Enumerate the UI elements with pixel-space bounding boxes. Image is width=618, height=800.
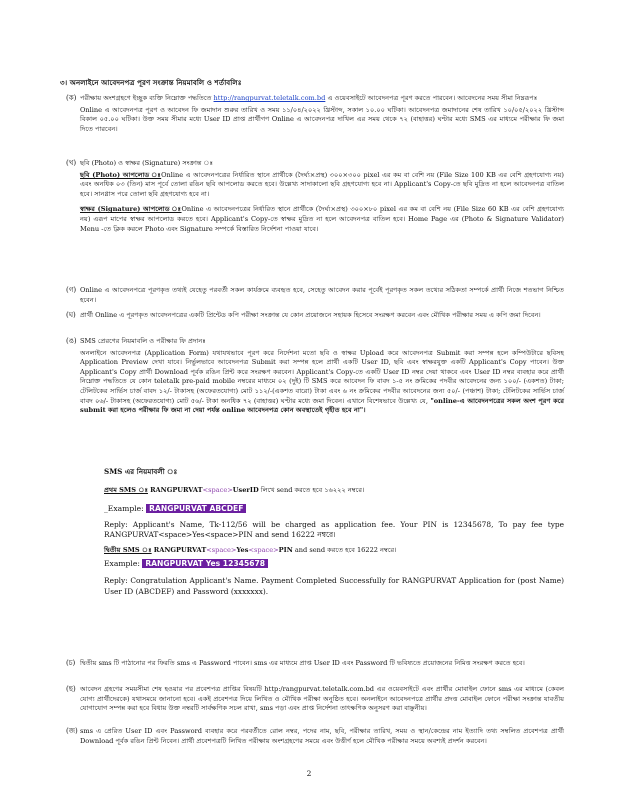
- reply-2: Reply: Congratulation Applicant's Name. Payment Completed Successfully for RANGPURVAT Application for (post Name) User ID (ABCDEF) and Password (xxxxxxx).: [104, 576, 564, 596]
- item-ja-text: sms এ প্রেরিত User ID এবং Password ব্যবহার করে পরবর্তীতে রোল নম্বর, পদের নাম, ছবি, পরীক্ষার তারিখ, সময় ও স্থান/কেন্দ্রের নাম ইত্যাদি তথ্য সম্বলিত প্রবেশপত্র প্রার্থী Download পূর্বক রঙিন প্রিন্ট নিবেন। প্রার্থী প্রবেশপত্রটি লিখিত পরীক্ষায় অংশগ্রহণের সময়ে এবং উত্তীর্ণ হলে মৌখিক পরীক্ষার সময়ে অবশ্যই প্রদর্শন করবেন।: [80, 727, 564, 745]
- item-marker: (ঘ): [66, 311, 76, 319]
- item-gha: [66, 311, 564, 321]
- photo-upload-label: ছবি (Photo) আপলোড ঃ: [80, 170, 162, 179]
- example-1: _Example: RANGPURVAT ABCDEF: [104, 504, 564, 514]
- example-2: Example: RANGPURVAT Yes 12345678: [104, 559, 564, 569]
- first-sms-label: প্রথম SMS ঃ: [104, 485, 148, 494]
- example-2-highlight: RANGPURVAT Yes 12345678: [142, 559, 268, 568]
- important-note: "online-এ আবেদনপত্রের সকল অংশ পূরণ করে submit করা হলেও পরীক্ষার ফি জমা না দেয়া পর্যন্ত online আবেদনপত্র কোন অবস্থাতেই গৃহীত হবে না"।: [80, 396, 564, 415]
- item-ja: [66, 727, 564, 746]
- item-ka-p2: Online এ আবেদনপত্র পূরণ ও আবেদন ফি জমাদান শুরুর তারিখ ও সময় ১১/০৪/২০২২ খ্রিস্টাব্দ, সকাল ১০.০০ ঘটিকা। আবেদনপত্র জমাদানের শেষ তারিখ ১০/০৫/২০২২ খ্রিস্টাব্দ বিকাল ০৫.০০ ঘটিকা। উক্ত সময় সীমার মধ্যে User ID প্রাপ্ত প্রার্থীগণ Online এ আবেদনপত্র দাখিল এর সময় থেকে ৭২ (বাহাত্তর) ঘণ্টার মধ্যে SMS এর মাধ্যমে পরীক্ষার ফি জমা দিতে পারবেন।: [80, 105, 564, 133]
- item-gha-text: প্রার্থী Online এ পূরণকৃত আবেদনপত্রের একটি প্রিন্টেড কপি পরীক্ষা সংক্রান্ত যে কোন প্রয়োজনে সহায়ক হিসেবে সংরক্ষণ করবেন এবং মৌখিক পরীক্ষার সময় এ কপি জমা দিবেন।: [80, 311, 541, 319]
- reply-1: Reply: Applicant's Name, Tk-112/56 will be charged as application fee. Your PIN is 12345678, To pay fee type RANGPURVAT<space>Yes<space>PIN and send 16222 নম্বরে।: [104, 519, 564, 539]
- sms-title: SMS এর নিয়মাবলী ঃ: [104, 467, 178, 476]
- item-kha-signature: স্বাক্ষর (Signature) আপলোড ঃOnline এ আবেদনপত্রের নির্ধারিত স্থানে প্রার্থীকে (দৈর্ঘ্য×প্রস্থ) ৩০০×৮০ pixel এর কম বা বেশি নয় (File Size 60 KB এর বেশি গ্রহণযোগ্য নয়) এরূপ মাপের স্বাক্ষর আপলোড করতে হবে। Applicant's Copy-তে স্বাক্ষর মুদ্রিত না হলে আবেদনপত্র বাতিল হবে। Home Page এর (Photo & Signature Validator) Menu -তে ক্লিক করলে Photo এবং Signature সম্পর্কে বিস্তারিত নির্দেশনা পাওয়া যাবে।: [80, 205, 564, 233]
- second-sms-line: দ্বিতীয় SMS ঃ RANGPURVAT<space>Yes<space>PIN and send করতে হবে 16222 নম্বরে।: [104, 546, 397, 555]
- item-cha-text: দ্বিতীয় sms টি পাঠানোর পর ফিরতি sms এ Password পাবেন। sms এর মাধ্যমে প্রাপ্ত User ID এবং Password টি ভবিষ্যতে প্রয়োজনের নিমিত্ত সংরক্ষণ করতে হবে।: [80, 659, 525, 667]
- item-umo-p2: অনলাইনে আবেদনপত্র (Application Form) যথাযথভাবে পূরণ করে নির্দেশনা মতো ছবি ও স্বাক্ষর Upload করে আবেদনপত্র Submit করা সম্পন্ন হলে কম্পিউটারে ছবিসহ Application Preview দেখা যাবে। নির্ভুলভাবে আবেদনপত্র Submit করা সম্পন্ন হলে প্রার্থী একটি User ID, ছবি এবং স্বাক্ষরযুক্ত একটি Applicant's Copy পাবেন। উক্ত Applicant's Copy প্রার্থী Download পূর্বক রঙিন প্রিন্ট করে সংরক্ষণ করবেন। Applicant's Copy-তে একটি User ID নম্বর দেয়া থাকবে এবং User ID নম্বর ব্যবহার করে প্রার্থী নিম্নোক্ত পদ্ধতিতে যে কোন teletalk pre-paid mobile নম্বরের মাধ্যমে ০২ (দুই) টি SMS করে আবেদন ফি বাবদ ১-৫ নং ক্রমিকের পদবীর আবেদনের জন্য ১০০/- (একশত) টাকা; টেলিটকের সার্ভিস চার্জ বাবদ ১২/- টাকাসহ (অফেরতযোগ্য) মোট ১১২/-(একশত বারো) টাকা এবং ৬ নং ক্রমিকের পদবীর আবেদনের জন্য ৫০/- (পঞ্চাশ) টাকা; টেলিটকের সার্ভিস চার্জ বাবদ ০৬/- টাকাসহ (অফেরতযোগ্য) মোট ৫৬/- টাকা অনধিক ৭২ (বাহাত্তর) ঘণ্টার মধ্যে জমা দিবেন। এখানে বিশেষভাবে উল্লেখ্য যে, "online-এ আবেদনপত্রের সকল অংশ পূরণ করে submit করা হলেও পরীক্ষার ফি জমা না দেয়া পর্যন্ত online আবেদনপত্র কোন অবস্থাতেই গৃহীত হবে না"।: [80, 348, 564, 415]
- item-marker: (ঙ): [66, 337, 77, 345]
- item-ga-text: Online এ আবেদনপত্রে পূরণকৃত তথ্যই যেহেতু পরবর্তী সকল কার্যক্রমে ব্যবহৃত হবে, সেহেতু আবেদন করার পূর্বেই পূরণকৃত সকল তথ্যের সঠিকতা সম্পর্কে প্রার্থী নিজে শতভাগ নিশ্চিত হবেন।: [80, 286, 564, 304]
- item-umo-p1: SMS প্রেরণের নিয়মাবলি ও পরীক্ষার ফি প্রদানঃ: [80, 337, 206, 345]
- item-marker: (ছ): [66, 685, 76, 693]
- item-marker: (চ): [66, 659, 76, 667]
- page-number: 2: [306, 769, 312, 778]
- item-marker: (খ): [66, 159, 77, 167]
- signature-upload-label: স্বাক্ষর (Signature) আপলোড ঃ: [80, 205, 182, 214]
- item-umo: [66, 337, 564, 416]
- item-marker: (ক): [66, 94, 77, 102]
- example-1-highlight: RANGPURVAT ABCDEF: [146, 504, 246, 513]
- item-ga: [66, 286, 564, 305]
- website-link[interactable]: http://rangpurvat.teletalk.com.bd: [213, 94, 326, 102]
- item-chha: [66, 685, 564, 714]
- section-heading: ৩। অনলাইনে আবেদনপত্র পূরণ সংক্রান্ত নিয়মাবলি ও শর্তাবলিঃ: [60, 78, 242, 87]
- item-chha-text: আবেদন গ্রহণের সময়সীমা শেষ হওয়ার পর প্রবেশপত্র প্রাপ্তির বিষয়টি http:/rangpurvat.teletalk.com.bd এর ওয়েবসাইটে এবং প্রার্থীর মোবাইল ফোনে sms এর মাধ্যমে (কেবল যোগ্য প্রার্থীদেরকে) যথাসময়ে জানানো হবে। একই প্রবেশপত্র দিয়ে লিখিত ও মৌখিক পরীক্ষা অনুষ্ঠিত হবে। অনলাইনে আবেদনপত্রে প্রার্থীর প্রদত্ত মোবাইল ফোনে পরীক্ষা সংক্রান্ত যাবতীয় যোগাযোগ সম্পন্ন করা হবে বিধায় উক্ত নম্বরটি সার্বক্ষণিক সচল রাখা, sms পড়া এবং প্রাপ্ত নির্দেশনা তাৎক্ষণিক অনুসরণ করা বাঞ্ছনীয়।: [80, 685, 564, 713]
- first-sms-line: প্রথম SMS ঃ RANGPURVAT<space>UserID লিখে send করতে হবে ১৬২২২ নম্বরে।: [104, 485, 365, 494]
- second-sms-label: দ্বিতীয় SMS ঃ: [104, 546, 152, 555]
- item-kha: [66, 159, 564, 234]
- item-kha-photo: ছবি (Photo) আপলোড ঃOnline এ আবেদনপত্রের নির্ধারিত স্থানে প্রার্থীকে (দৈর্ঘ্য×প্রস্থ) ৩০০×৩০০ pixel এর কম বা বেশি নয় (File Size 100 KB এর বেশি গ্রহণযোগ্য নয়) এবং অনধিক ০৩ (তিন) মাস পূর্বে তোলা রঙিন ছবি আপলোড করতে হবে। উল্লেখ্য সাদাকালো ছবি গ্রহণযোগ্য হবে না। Applicant's Copy-তে ছবি মুদ্রিত না হলে আবেদনপত্র বাতিল হবে। সানগ্লাস পরে তোলা ছবি গ্রহণযোগ্য হবে না।: [80, 170, 564, 198]
- item-marker: (জ): [66, 727, 78, 735]
- item-kha-p1: ছবি (Photo) ও স্বাক্ষর (Signature) সংক্রান্ত ঃ: [80, 159, 213, 167]
- sms-rules: [104, 467, 564, 597]
- item-marker: (গ): [66, 286, 77, 294]
- item-ka-p1: পরীক্ষায় অংশগ্রহণে ইচ্ছুক ব্যক্তি নিম্নোক্ত পদ্ধতিতে http://rangpurvat.teletalk.com.bd এ ওয়েবসাইটে আবেদনপত্র পূরণ করতে পারবেন। আবেদনের সময় সীমা নিম্নরূপঃ: [80, 94, 538, 102]
- item-ka: [66, 94, 564, 134]
- item-cha: [66, 659, 564, 669]
